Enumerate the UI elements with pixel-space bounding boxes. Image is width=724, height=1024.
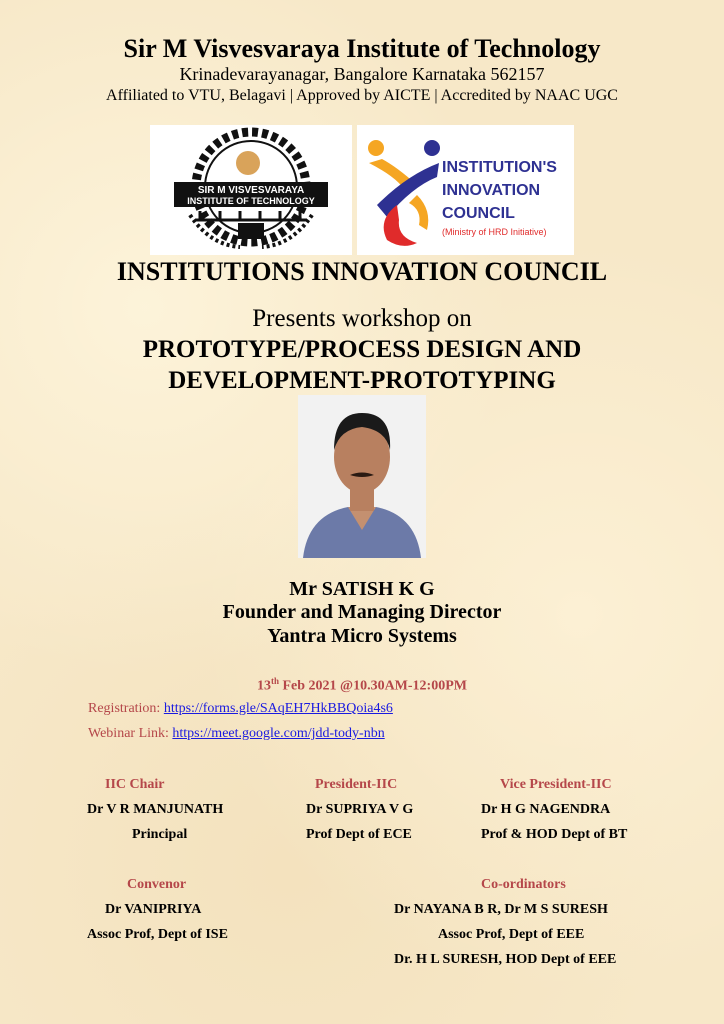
presents-text: Presents workshop on xyxy=(252,305,472,332)
coordinators-title: Co-ordinators xyxy=(481,877,566,892)
vice-president-title: Vice President-IIC xyxy=(500,777,612,792)
smvit-logo xyxy=(150,125,352,255)
smvit-logo-text-1: SIR M VISVESVARAYA xyxy=(197,185,305,196)
smvit-logo-text-2: INSTITUTE OF TECHNOLOGY xyxy=(187,196,315,206)
iic-logo-text-4: (Ministry of HRD Initiative) xyxy=(442,227,547,237)
council-heading: INSTITUTIONS INNOVATION COUNCIL xyxy=(116,257,608,286)
iic-logo-text-3: COUNCIL xyxy=(442,205,515,222)
registration-line xyxy=(88,701,393,717)
convenor-title: Convenor xyxy=(127,877,187,892)
event-datetime xyxy=(0,676,724,695)
convenor-role: Assoc Prof, Dept of ISE xyxy=(87,927,228,942)
workshop-title-line1: PROTOTYPE/PROCESS DESIGN AND xyxy=(142,336,582,363)
president-title: President-IIC xyxy=(315,777,398,792)
registration-link[interactable]: https://forms.gle/SAqEH7HkBBQoia4s6 xyxy=(163,701,393,716)
event-day: 13 xyxy=(256,678,271,694)
institute-affiliation: Affiliated to VTU, Belagavi | Approved by AICTE | Accredited by NAAC UGC xyxy=(106,87,618,104)
institute-address: Krinadevarayanagar, Bangalore Karnataka 562157 xyxy=(179,64,545,84)
iic-logo xyxy=(357,125,574,255)
chair-role: Principal xyxy=(132,827,188,842)
webinar-link[interactable]: https://meet.google.com/jdd-tody-nbn xyxy=(172,726,385,741)
iic-logo-text-1: INSTITUTION'S xyxy=(442,159,557,176)
institute-name: Sir M Visvesvaraya Institute of Technology xyxy=(123,34,601,63)
chair-name: Dr V R MANJUNATH xyxy=(87,802,224,817)
vice-president-role: Prof & HOD Dept of BT xyxy=(481,827,628,842)
webinar-line xyxy=(88,726,385,742)
coordinators-role: Assoc Prof, Dept of EEE xyxy=(438,927,585,942)
speaker-company: Yantra Micro Systems xyxy=(267,625,457,647)
coordinators-extra: Dr. H L SURESH, HOD Dept of EEE xyxy=(394,952,617,967)
chair-title: IIC Chair xyxy=(105,777,165,792)
speaker-name: Mr SATISH K G xyxy=(289,578,435,600)
coordinators-names: Dr NAYANA B R, Dr M S SURESH xyxy=(394,902,608,917)
iic-logo-text-2: INNOVATION xyxy=(442,182,541,199)
president-role: Prof Dept of ECE xyxy=(306,827,412,842)
event-date-time: Feb 2021 @10.30AM-12:00PM xyxy=(279,678,467,694)
speaker-role: Founder and Managing Director xyxy=(222,601,502,623)
webinar-label: Webinar Link: xyxy=(88,726,173,741)
registration-label: Registration: xyxy=(88,701,164,716)
event-day-suffix: th xyxy=(270,676,279,686)
convenor-name: Dr VANIPRIYA xyxy=(105,902,202,917)
workshop-title-line2: DEVELOPMENT-PROTOTYPING xyxy=(168,367,556,394)
speaker-photo xyxy=(298,395,426,558)
vice-president-name: Dr H G NAGENDRA xyxy=(481,802,611,817)
president-name: Dr SUPRIYA V G xyxy=(306,802,414,817)
